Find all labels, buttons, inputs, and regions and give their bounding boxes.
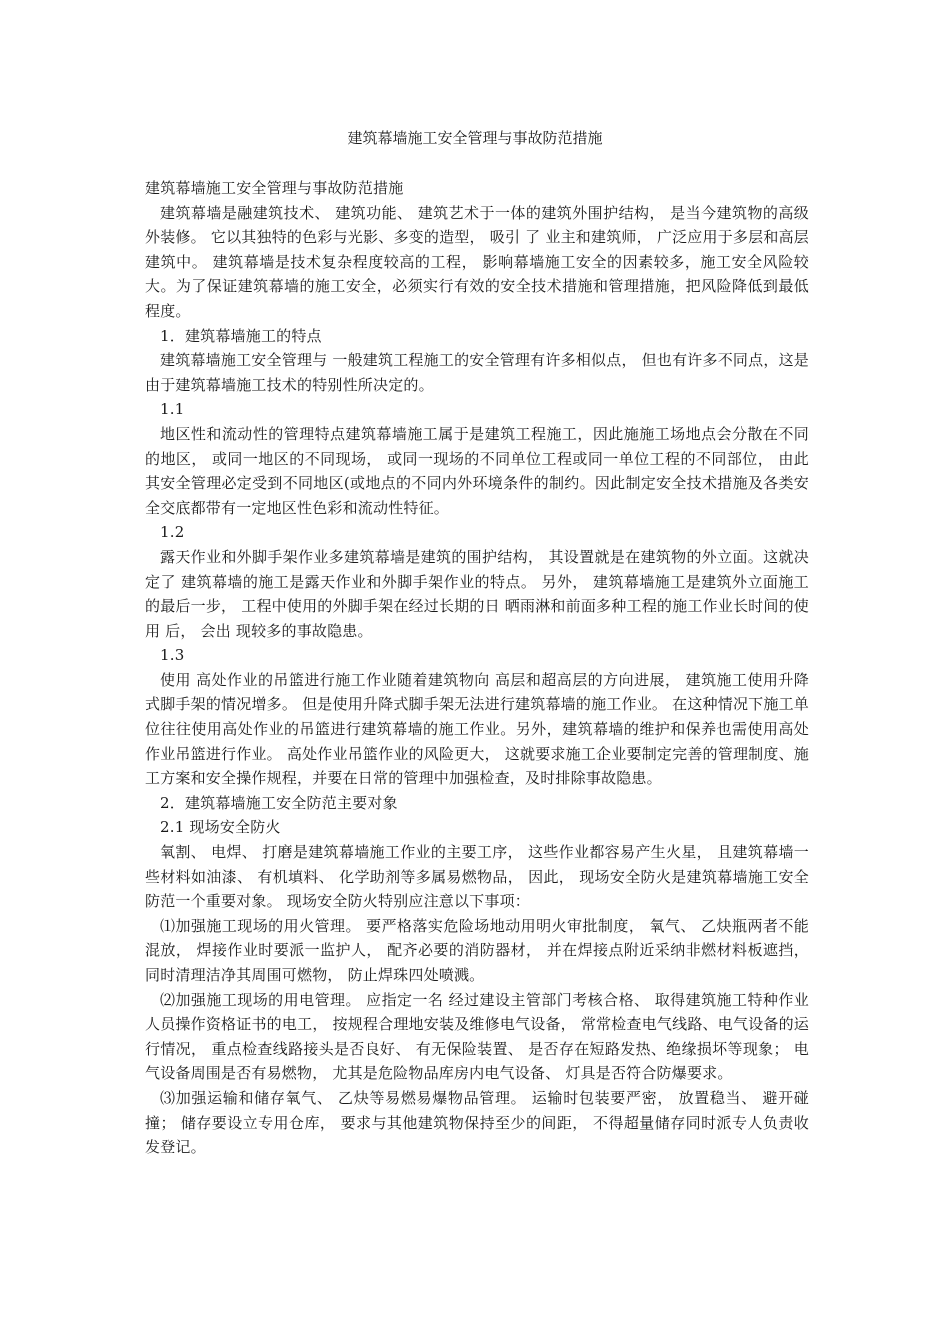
subsection-1-2-paragraph: 露天作业和外脚手架作业多建筑幕墙是建筑的围护结构， 其设置就是在建筑物的外立面。这就决定了 建筑幕墙的施工是露天作业和外脚手架作业的特点。 另外， 建筑幕墙施工是建筑外立面施工的最后一步， 工程中使用的外脚手架在经过长期的日 晒雨淋和前面多种工程的施工作业长时间的使用 后， 会出 现较多的事故隐患。 [145, 547, 809, 640]
subsection-number-1-2: 1.2 [160, 523, 185, 542]
document-body [145, 176, 809, 1160]
subsection-1-1-paragraph: 地区性和流动性的管理特点建筑幕墙施工属于是建筑工程施工，因此施施工场地点会分散在不同的地区， 或同一地区的不同现场， 或同一现场的不同单位工程或同一单位工程的不同部位， 由此其安全管理必定受到不同地区(或地点的不同内外环境条件的制约。因此制定安全技术措施及各类安全交底都带有一定地区性色彩和流动性特征。 [145, 424, 809, 517]
intro-paragraph: 建筑幕墙是融建筑技术、 建筑功能、 建筑艺术于一体的建筑外围护结构， 是当今建筑物的高级外装修。 它以其独特的色彩与光影、多变的造型， 吸引 了 业主和建筑师， 广泛应用于多层和高层建筑中。 建筑幕墙是技术复杂程度较高的工程， 影响幕墙施工安全的因素较多，施工安全风险较大。为了保证建筑幕墙的施工安全，必须实行有效的安全技术措施和管理措施，把风险降低到最低程度。 [145, 203, 809, 320]
subsection-2-1-paragraph: 氧割、 电焊、 打磨是建筑幕墙施工作业的主要工序， 这些作业都容易产生火星， 且建筑幕墙一些材料如油漆、 有机填料、 化学助剂等多属易燃物品， 因此， 现场安全防火是建筑幕墙施工安全防范一个重要对象。 现场安全防火特别应注意以下事项： [145, 843, 809, 911]
document-title: 建筑幕墙施工安全管理与事故防范措施 [347, 129, 603, 147]
section-heading-2: 2．建筑幕墙施工安全防范主要对象 [160, 793, 398, 812]
list-item-3: ⑶加强运输和储存氧气、 乙炔等易燃易爆物品管理。 运输时包装要严密， 放置稳当、 避开碰撞； 储存要设立专用仓库， 要求与其他建筑物保持至少的间距， 不得超量储存同时派专人负责收发登记。 [145, 1088, 809, 1157]
subsection-1-3-paragraph: 使用 高处作业的吊篮进行施工作业随着建筑物向 高层和超高层的方向进展， 建筑施工使用升降式脚手架的情况增多。 但是使用升降式脚手架无法进行建筑幕墙的施工作业。 在这种情况下施工单位往往使用高处作业的吊篮进行建筑幕墙的施工作业。另外，建筑幕墙的维护和保养也需使用高处作业吊篮进行作业。 高处作业吊篮作业的风险更大， 这就要求施工企业要制定完善的管理制度、施工方案和安全操作规程，并要在日常的管理中加强检查，及时排除事故隐患。 [145, 670, 809, 788]
list-item-2: ⑵加强施工现场的用电管理。 应指定一名 经过建设主管部门考核合格、 取得建筑施工特种作业人员操作资格证书的电工， 按规程合理地安装及维修电气设备， 常常检查电气线路、电气设备的运行情况， 重点检查线路接头是否良好、 有无保险装置、 是否存在短路发热、绝缘损坏等现象； 电气设备周围是否有易燃物， 尤其是危险物品库房内电气设备、 灯具是否符合防爆要求。 [145, 990, 809, 1083]
body-heading: 建筑幕墙施工安全管理与事故防范措施 [145, 179, 404, 197]
list-item-1: ⑴加强施工现场的用火管理。 要严格落实危险场地动用明火审批制度， 氧气、 乙炔瓶两者不能混放， 焊接作业时要派一监护人， 配齐必要的消防器材， 并在焊接点附近采纳非燃材料板遮挡， 同时清理洁净其周围可燃物， 防止焊珠四处喷溅。 [145, 916, 809, 984]
section-1-paragraph: 建筑幕墙施工安全管理与 一般建筑工程施工的安全管理有许多相似点， 但也有许多不同点，这是由于建筑幕墙施工技术的特别性所决定的。 [145, 351, 809, 394]
subsection-number-1-3: 1.3 [160, 646, 185, 665]
subsection-number-1-1: 1.1 [160, 400, 185, 419]
section-heading-1: 1．建筑幕墙施工的特点 [160, 326, 322, 345]
subsection-heading-2-1: 2.1 现场安全防火 [160, 818, 281, 837]
